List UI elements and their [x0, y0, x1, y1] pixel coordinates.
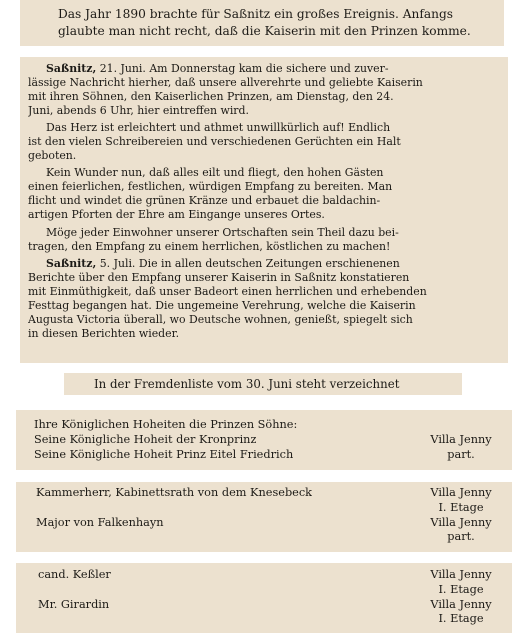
text-line: Kein Wunder nun, daß alles eilt und fliegt, den hohen Gästen [46, 166, 384, 180]
text-line: Juni, abends 6 Uhr, hier eintreffen wird. [28, 104, 249, 118]
article-clipping [20, 57, 508, 363]
text-line: Augusta Victoria überall, wo Deutsche wohnen, genießt, spiegelt sich [28, 312, 413, 326]
paragraph-3 [28, 166, 500, 222]
text-line: Möge jeder Einwohner unserer Ortschaften sein Theil dazu bei- [46, 225, 399, 239]
fremdenliste-heading: In der Fremdenliste vom 30. Juni steht verzeichnet [94, 377, 400, 391]
text-line: artigen Pforten der Ehre am Eingange unseres Ortes. [28, 208, 325, 222]
guest-name: Kammerherr, Kabinettsrath von dem Knesebeck [36, 486, 313, 499]
guest-block-entourage [16, 482, 512, 552]
text-line: einen feierlichen, festlichen, würdigen Empfang zu bereiten. Man [28, 180, 393, 194]
text-line: geboten. [28, 149, 77, 163]
guest-residence: Villa Jenny [430, 568, 492, 581]
text-line: Festtag begangen hat. Die ungemeine Verehrung, welche die Kaiserin [28, 298, 416, 312]
guest-residence: Villa Jenny [430, 432, 492, 446]
guest-floor: I. Etage [438, 582, 484, 596]
text-line: in diesen Berichten wieder. [28, 326, 180, 340]
text-line: Berichte über den Empfang unserer Kaiserin in Saßnitz konstatieren [28, 270, 410, 284]
paragraph-1 [28, 62, 500, 118]
paragraph-4 [28, 226, 500, 254]
intro-clipping [20, 0, 504, 46]
guest-floor-row [36, 501, 506, 516]
guest-row [38, 598, 506, 613]
guest-floor-row [38, 612, 506, 627]
guest-block-heading: Ihre Königlichen Hoheiten die Prinzen Söhne: [34, 418, 298, 431]
text-line: Das Herz ist erleichtert und athmet unwillkürlich auf! Endlich [46, 121, 391, 135]
text-line: 21. Juni. Am Donnerstag kam die sichere und zuver- [99, 62, 389, 75]
paragraph-5 [28, 257, 500, 341]
text-line: mit Einmüthigkeit, daß unser Badeort einen herrlichen und erhebenden [28, 284, 427, 298]
guest-name: Seine Königliche Hoheit Prinz Eitel Friedrich [34, 447, 294, 461]
guest-floor: part. [447, 530, 475, 544]
guest-name: cand. Keßler [38, 568, 111, 581]
guest-residence: Villa Jenny [430, 515, 492, 529]
guest-row [38, 568, 506, 583]
guest-floor-row [36, 530, 506, 545]
guest-row [34, 433, 506, 448]
guest-residence: Villa Jenny [430, 597, 492, 611]
guest-residence: part. [447, 447, 475, 461]
guest-name: Seine Königliche Hoheit der Kronprinz [34, 432, 257, 446]
guest-row [34, 448, 506, 463]
intro-line-1: Das Jahr 1890 brachte für Saßnitz ein großes Ereignis. Anfangs [58, 7, 454, 21]
guest-block-others [16, 563, 512, 633]
guest-residence: Villa Jenny [430, 486, 492, 499]
text-line: tragen, den Empfang zu einem herrlichen, köstlichen zu machen! [28, 239, 391, 253]
paragraph-2 [28, 121, 500, 163]
text-line: mit ihren Söhnen, den Kaiserlichen Prinzen, am Dienstag, den 24. [28, 90, 394, 104]
text-line: flicht und windet die grünen Kränze und erbauet die baldachin- [28, 194, 381, 208]
guest-floor-row [38, 583, 506, 598]
text-line: lässige Nachricht hierher, daß unsere allverehrte und geliebte Kaiserin [28, 76, 423, 90]
guest-name: Major von Falkenhayn [36, 515, 164, 529]
dateline: Saßnitz, [46, 256, 97, 270]
dateline: Saßnitz, [46, 62, 97, 75]
guest-name: Mr. Girardin [38, 597, 110, 611]
intro-line-2: glaubte man nicht recht, daß die Kaiserin mit den Prinzen komme. [58, 24, 471, 38]
text-line: 5. Juli. Die in allen deutschen Zeitungen erschienenen [99, 256, 400, 270]
guest-block-princes [16, 410, 512, 470]
guest-floor: I. Etage [438, 612, 484, 626]
guest-row [36, 486, 506, 501]
guest-row [36, 516, 506, 531]
text-line: ist den vielen Schreibereien und verschiedenen Gerüchten ein Halt [28, 135, 401, 149]
fremdenliste-heading-clipping [64, 373, 462, 395]
guest-floor: I. Etage [438, 500, 484, 514]
